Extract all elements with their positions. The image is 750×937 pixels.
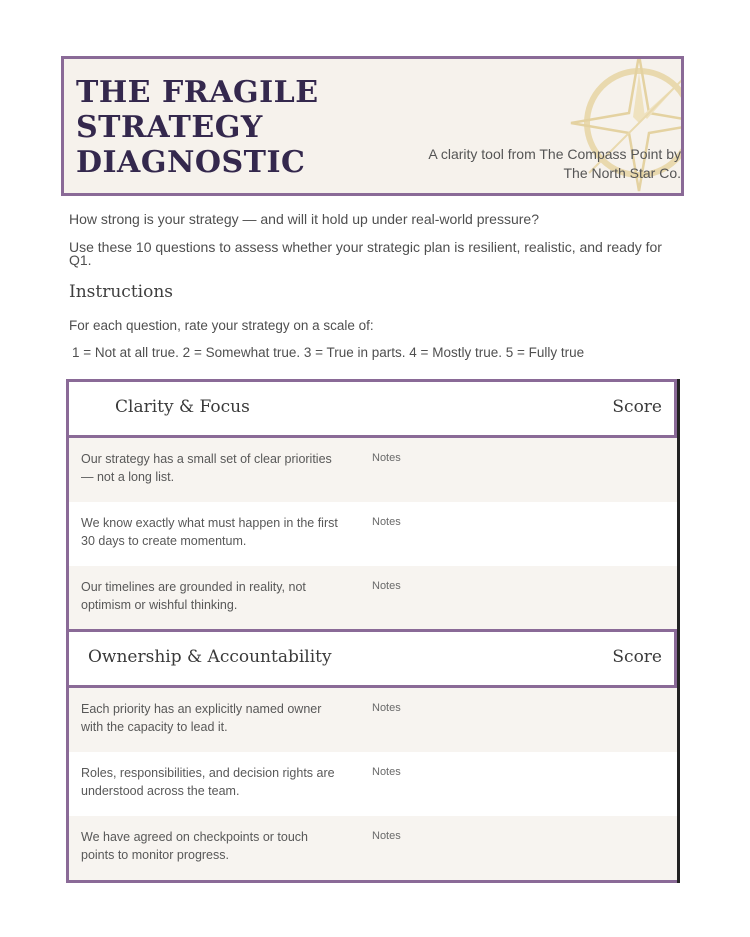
title-line: DIAGNOSTIC	[76, 145, 306, 180]
question-row	[66, 502, 677, 566]
section-clarity-focus	[66, 379, 680, 630]
question-text: We have agreed on checkpoints or touch points to monitor progress.	[81, 830, 308, 862]
notes-field[interactable]: Notes	[372, 830, 401, 842]
question-text: Roles, responsibilities, and decision rights are understood across the team.	[81, 766, 335, 798]
rating-scale: 1 = Not at all true. 2 = Somewhat true. 3 = True in parts. 4 = Mostly true. 5 = Fully true	[72, 345, 585, 360]
instructions-text: For each question, rate your strategy on a scale of:	[69, 318, 374, 333]
intro-description: Use these 10 questions to assess whether your strategic plan is resilient, realistic, and ready for Q1.	[69, 239, 662, 268]
tagline-line: A clarity tool from The Compass Point by	[428, 146, 681, 162]
header-box	[61, 56, 684, 196]
section-title: Ownership & Accountability	[88, 647, 332, 667]
section-title: Clarity & Focus	[115, 397, 250, 417]
score-label: Score	[612, 397, 662, 417]
question-row	[66, 438, 677, 502]
question-text: We know exactly what must happen in the first 30 days to create momentum.	[81, 516, 338, 548]
tagline	[391, 145, 681, 183]
question-row	[66, 816, 677, 880]
section-header	[66, 379, 677, 438]
question-text: Each priority has an explicitly named owner with the capacity to lead it.	[81, 702, 322, 734]
section-bottom-border	[66, 880, 677, 883]
notes-field[interactable]: Notes	[372, 702, 401, 714]
intro-question: How strong is your strategy — and will it hold up under real-world pressure?	[69, 211, 539, 227]
notes-field[interactable]: Notes	[372, 766, 401, 778]
notes-field[interactable]: Notes	[372, 452, 401, 464]
instructions-heading: Instructions	[69, 282, 173, 302]
question-row	[66, 688, 677, 752]
section-header	[66, 629, 677, 688]
question-text: Our timelines are grounded in reality, not optimism or wishful thinking.	[81, 580, 306, 612]
title-line: STRATEGY	[76, 110, 263, 145]
score-label: Score	[612, 647, 662, 667]
question-text: Our strategy has a small set of clear priorities — not a long list.	[81, 452, 332, 484]
page-title	[76, 75, 319, 180]
tagline-line: The North Star Co.	[563, 165, 681, 181]
notes-field[interactable]: Notes	[372, 580, 401, 592]
notes-field[interactable]: Notes	[372, 516, 401, 528]
section-ownership-accountability	[66, 629, 680, 883]
question-row	[66, 566, 677, 630]
question-row	[66, 752, 677, 816]
title-line: THE FRAGILE	[76, 75, 319, 110]
